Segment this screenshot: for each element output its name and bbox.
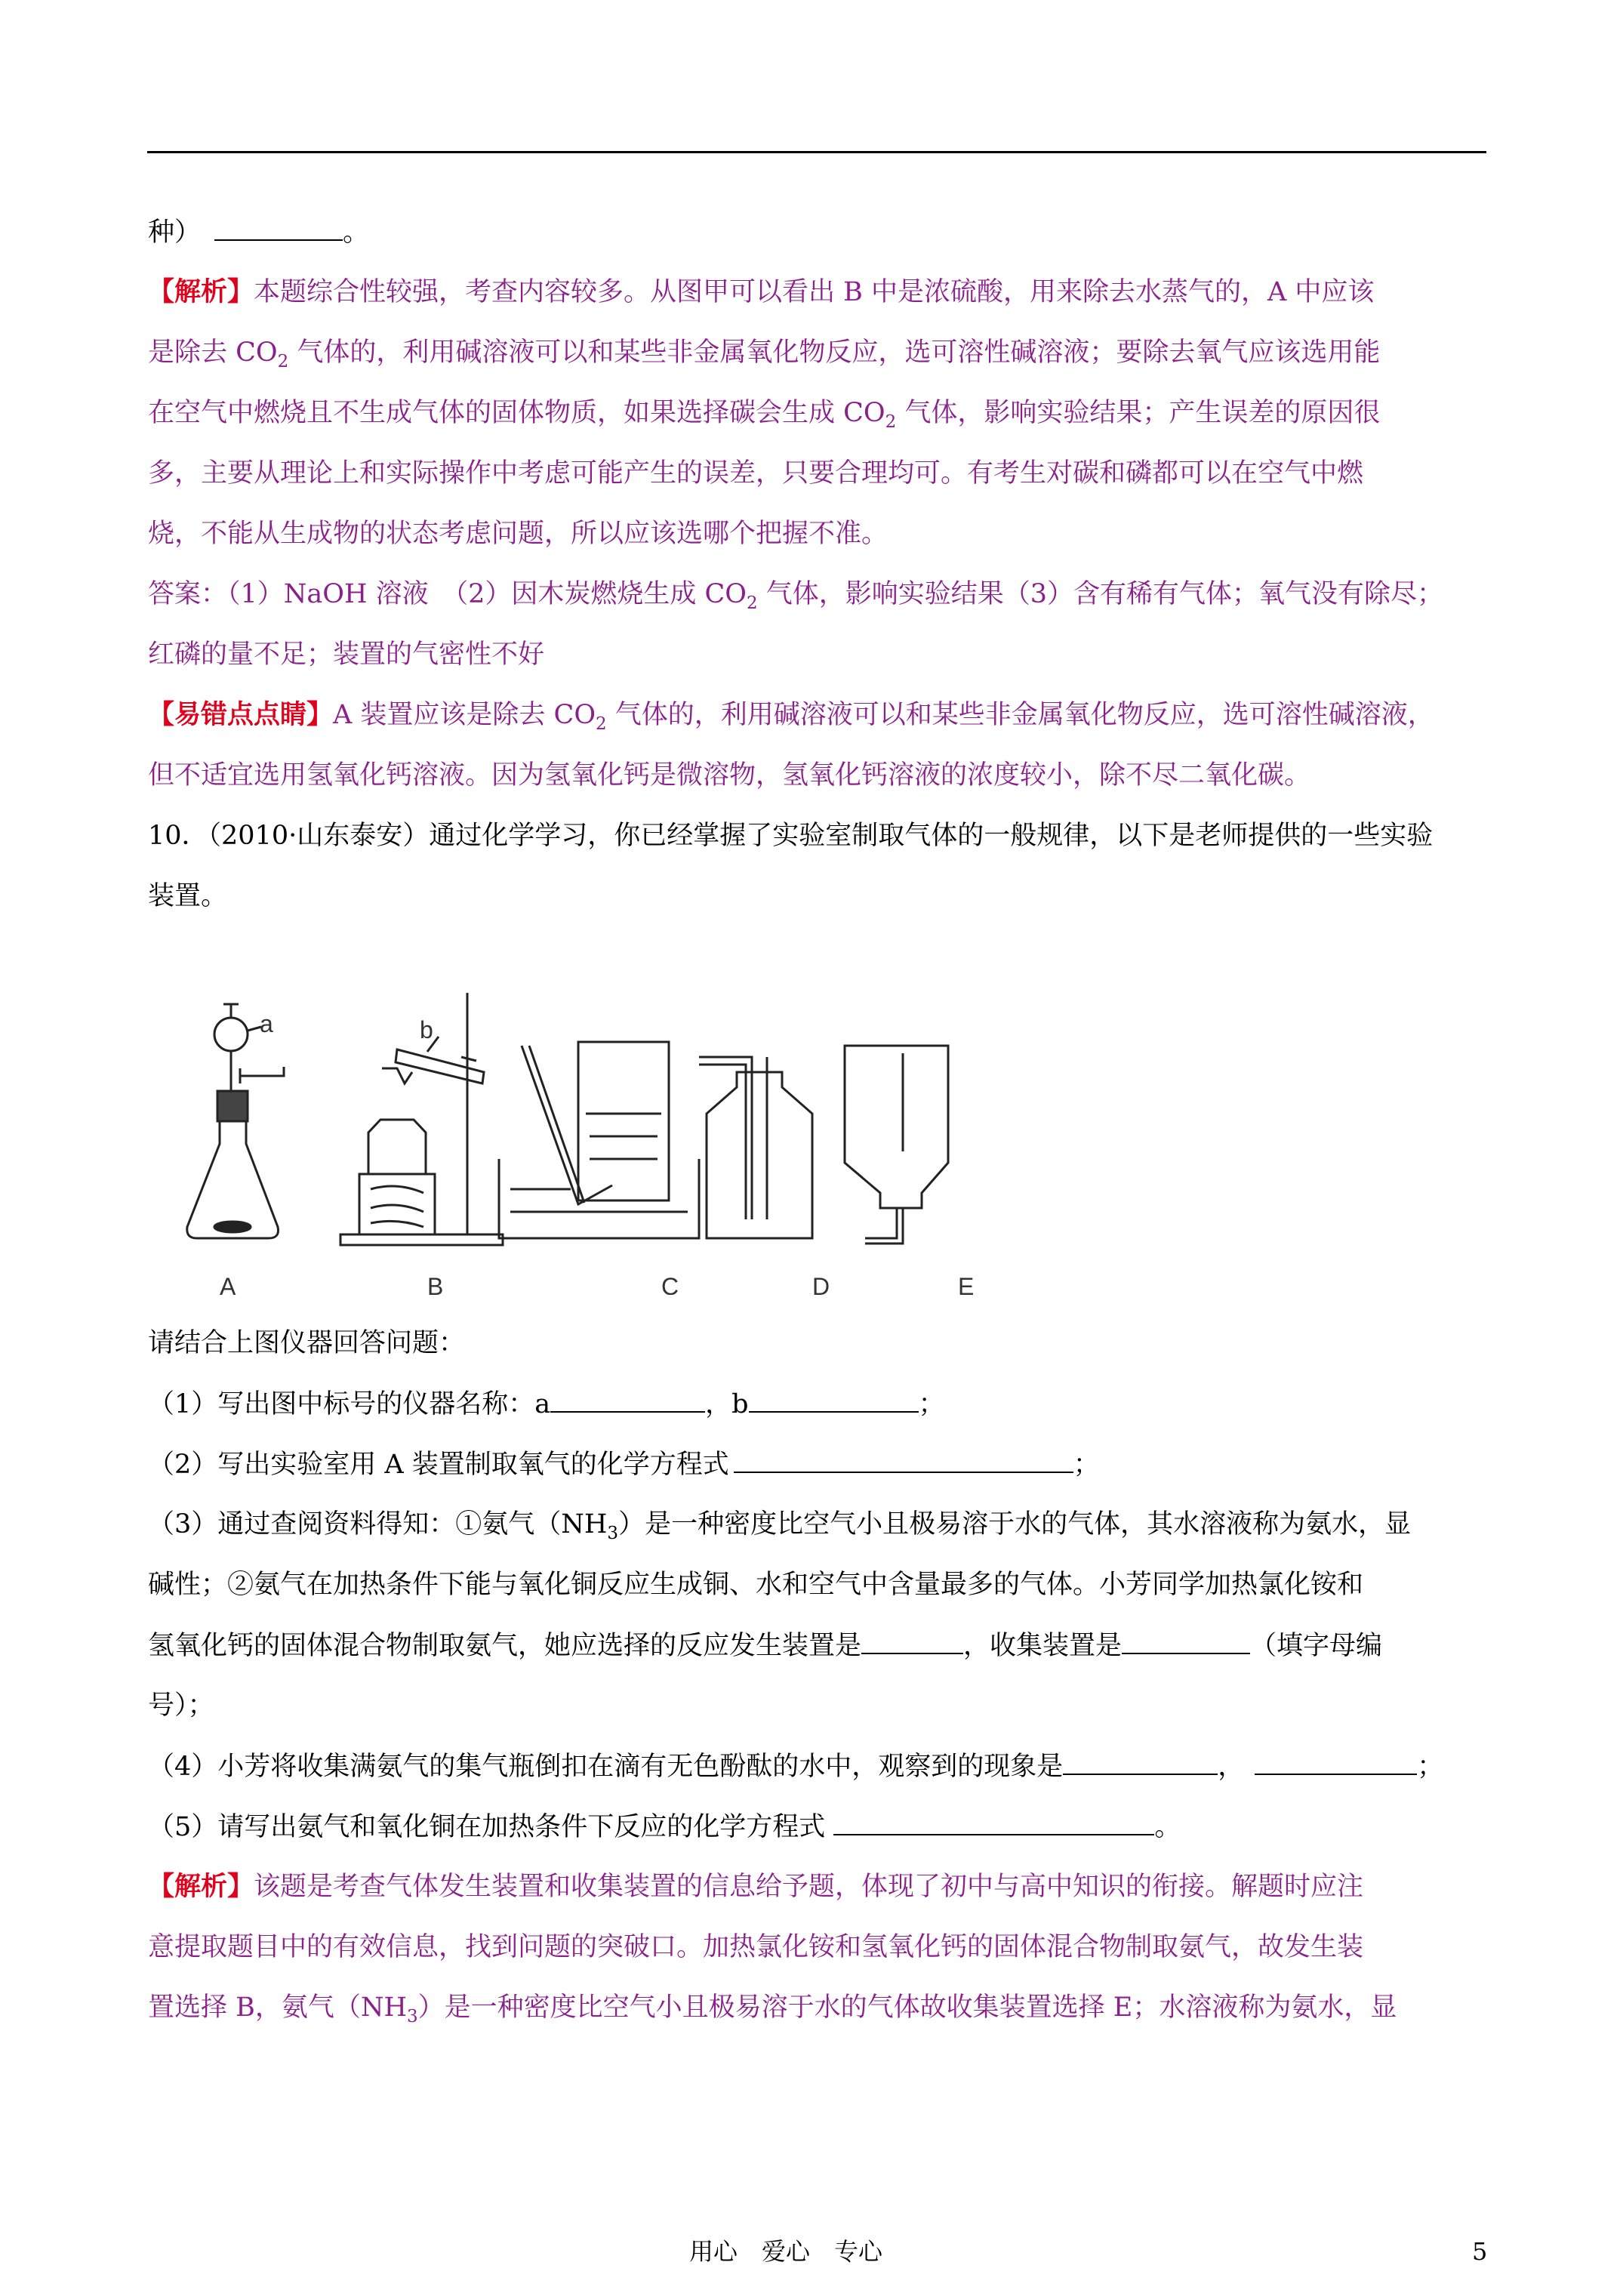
question-5: （5）请写出氨气和氧化铜在加热条件下反应的化学方程式 。	[148, 1808, 1181, 1845]
tip-line-2: 但不适宜选用氢氧化钙溶液。因为氢氧化钙是微溶物，氢氧化钙溶液的浓度较小，除不尽二氧化碳。	[148, 760, 1311, 791]
answer-line-1: 答案：（1）NaOH 溶液 （2）因木炭燃烧生成 $CO_2$ 气体，影响实验结果（3）含有稀有气体；氧气没有除尽；	[148, 579, 1444, 613]
question-10-line-2: 装置。	[148, 881, 228, 911]
question-3-line-3: 氢氧化钙的固体混合物制取氨气，她应选择的反应发生装置是 ，收集装置是 （填字母编	[148, 1627, 1382, 1664]
analysis-2-line-1: 【解析】该题是考查气体发生装置和收集装置的信息给予题，体现了初中与高中知识的衔接。解题时应注	[148, 1871, 1364, 1902]
label-c: C	[661, 1273, 679, 1295]
page-number: 5	[1472, 2237, 1488, 2266]
question-4: （4）小芳将收集满氨气的集气瓶倒扣在滴有无色酚酞的水中，观察到的现象是 ， ；	[148, 1748, 1443, 1785]
question-2: （2）写出实验室用 A 装置制取氧气的化学方程式 ；	[148, 1446, 1100, 1483]
apparatus-d	[699, 1057, 812, 1238]
analysis-line-3: 在空气中燃烧且不生成气体的固体物质，如果选择碳会生成 $CO_2$ 气体，影响实验结果；产生误差的原因很	[148, 398, 1381, 432]
tip-label: 【易错点点睛】	[148, 699, 334, 730]
analysis-2-line-3: 置选择 B，氨气$(NH_3)$是一种密度比空气小且极易溶于水的气体故收集装置选择 E；水溶液称为氨水，显	[148, 1992, 1397, 2026]
apparatus-c	[499, 1042, 699, 1238]
analysis-line-2: 是除去 $CO_2$ 气体的，利用碱溶液可以和某些非金属氧化物反应，选可溶性碱溶液；要除去氧气应该选用能	[148, 337, 1381, 371]
footer-motto: 用心 爱心 专心	[689, 2237, 883, 2266]
question-1: （1）写出图中标号的仪器名称：a ，b ；	[148, 1385, 945, 1422]
line-continuation: 种） 。	[148, 214, 369, 251]
label-e: E	[958, 1273, 975, 1295]
question-3-line-1: （3）通过查阅资料得知：①氨气$(NH_3)$是一种密度比空气小且极易溶于水的气体，其水溶液称为氨水，显	[148, 1509, 1412, 1543]
question-intro: 请结合上图仪器回答问题：	[148, 1328, 466, 1358]
answer-blank-generator	[861, 1627, 963, 1654]
answer-blank-phenomenon-1	[1063, 1748, 1218, 1775]
apparatus-e	[845, 1046, 948, 1244]
tag-a: a	[260, 1010, 273, 1037]
label-b: B	[427, 1273, 444, 1295]
question-10-line-1: 10．（2010·山东泰安）通过化学学习，你已经掌握了实验室制取气体的一般规律，以下是老师提供的一些实验	[148, 821, 1434, 851]
answer-blank-equation	[734, 1446, 1073, 1473]
header-rule	[147, 151, 1486, 153]
label-d: D	[812, 1273, 830, 1295]
analysis-line-5: 烧，不能从生成物的状态考虑问题，所以应该选哪个把握不准。	[148, 519, 888, 549]
analysis-label: 【解析】	[148, 276, 254, 307]
analysis-line-1: 【解析】本题综合性较强，考查内容较多。从图甲可以看出 B 中是浓硫酸，用来除去水蒸气的，A 中应该	[148, 276, 1375, 307]
label-a: A	[220, 1273, 236, 1295]
question-3-line-4: 号）；	[148, 1690, 214, 1721]
tip-line-1: 【易错点点睛】A 装置应该是除去 $CO_2$ 气体的，利用碱溶液可以和某些非金属氧化物反应，选可溶性碱溶液，	[148, 699, 1434, 734]
answer-blank-a	[550, 1385, 705, 1413]
tag-b: b	[420, 1016, 433, 1043]
answer-blank-phenomenon-2	[1255, 1748, 1417, 1775]
analysis-2-label: 【解析】	[148, 1871, 254, 1902]
apparatus-a	[187, 1004, 284, 1238]
answer-line-2: 红磷的量不足；装置的气密性不好	[148, 639, 545, 670]
apparatus-figure	[178, 978, 1137, 1295]
answer-blank-collector	[1122, 1627, 1250, 1654]
answer-blank-b	[749, 1385, 919, 1413]
answer-blank	[214, 214, 343, 241]
question-3-line-2: 碱性；②氨气在加热条件下能与氧化铜反应生成铜、水和空气中含量最多的气体。小芳同学加热氯化铵和	[148, 1570, 1364, 1600]
analysis-line-4: 多，主要从理论上和实际操作中考虑可能产生的误差，只要合理均可。有考生对碳和磷都可以在空气中燃	[148, 458, 1364, 488]
analysis-2-line-2: 意提取题目中的有效信息，找到问题的突破口。加热氯化铵和氢氧化钙的固体混合物制取氨气，故发生装	[148, 1932, 1364, 1962]
answer-blank-equation-2	[833, 1808, 1154, 1835]
